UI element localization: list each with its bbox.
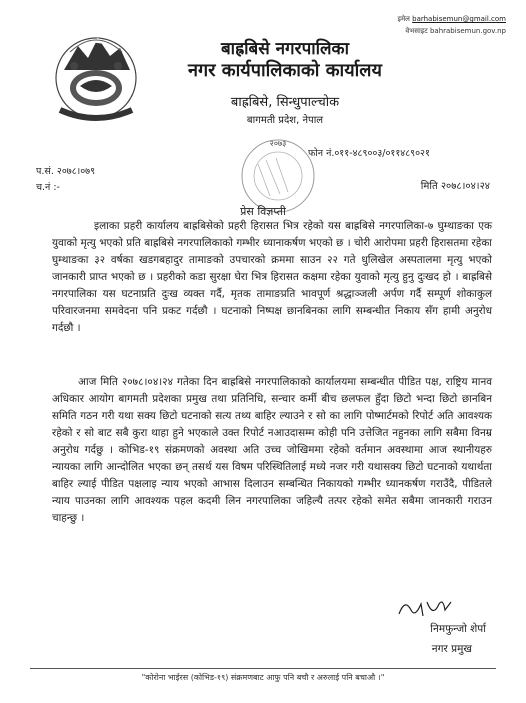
nepal-emblem-logo <box>50 22 142 130</box>
email-line <box>398 14 506 25</box>
reference-number: प.सं. २०७८।०७९ <box>36 166 96 177</box>
website-line <box>405 26 506 37</box>
footer-divider <box>30 668 496 669</box>
email-label: इमेल <box>397 15 410 23</box>
document-title: प्रेस विज्ञप्ती <box>240 205 286 218</box>
footer-slogan: "कोरोना भाईरस (कोभिड-१९) संक्रमणबाट आफु पनि बचौ र अरुलाई पनि बचाऔ ।" <box>141 673 385 682</box>
province-line: बागमती प्रदेश, नेपाल <box>246 115 324 126</box>
signatory-name: निमफुन्जो शेर्पा <box>430 623 486 635</box>
website-link[interactable]: bahrabisemun.gov.np <box>429 27 506 35</box>
website-label: वेभसाइट <box>405 27 428 35</box>
office-location: बाह्रबिसे, सिन्धुपाल्चोक <box>230 95 340 110</box>
municipality-name: बाह्रबिसे नगरपालिका <box>220 39 350 59</box>
stamp-year: २०७३ <box>269 139 287 148</box>
signatory-designation: नगर प्रमुख <box>431 643 472 655</box>
office-name: नगर कार्यपालिकाको कार्यालय <box>188 60 382 81</box>
paragraph-1: इलाका प्रहरी कार्यालय बाह्रबिसेको प्रहरी हिरासत भित्र रहेको यस बाह्रबिसे नगरपालिका-७ घुम्थाङका एक युवाको मृत्यु भएको प्रति बाह्रबिसे नगरपालिकाको गम्भीर ध्यानाकर्षण भएको छ । चोरी आरोपमा प्रहरी हिरासतमा रहेका घुम्थाङका ३२ वर्षका खडगबहादुर तामाङको उपचारको क्रममा साउन २२ गते धुलिखेल अस्पतालमा मृत्यु भएको जानकारी प्राप्त भएको छ । प्रहरीको कडा सुरक्षा घेरा भित्र हिरासत कक्षमा रहेका युवाको मृत्यु हुनु दुःखद हो । बाह्रबिसे नगरपालिका यस घटनाप्रति दुःख व्यक्त गर्दै, मृतक तामाङप्रति भावपूर्ण श्रद्धाञ्जली अर्पण गर्दै सम्पूर्ण शोकाकुल परिवारजनमा समवेदना पनि प्रकट गर्दछौ । घटनाको निष्पक्ष छानबिनका लागि सम्बन्धीत निकाय सँग हामी अनुरोध गर्दछौ । <box>52 220 492 334</box>
paragraph-2: आज मिति २०७८।०४।२४ गतेका दिन बाह्रबिसे नगरपालिकाको कार्यालयमा सम्बन्धीत पीडित पक्ष, राष्ट्रिय मानव अधिकार आयोग बागमती प्रदेशका प्रमुख तथा प्रतिनिधि, सन्चार कर्मी बीच छलफल हुँदा छिटो भन्दा छिटो छानबिन समिति गठन गरी यथा सक्य छिटो घटनाको सत्य तथ्य बाहिर ल्याउने र सो का लागि पोष्मार्टमको रिपोर्ट अति आवश्यक रहेको र सो बाट सबै कुरा थाहा हुने भएकाले उक्त रिपोर्ट नआउदासम्म कोही पनि उत्तेजित नहुनका लागि सबैमा विनम्र अनुरोध गर्दछु । कोभिड-१९ संक्रमणको अवस्था अति उच्च जोखिममा रहेको वर्तमान अवस्थामा आज स्थानीयहरु न्यायका लागि आन्दोलित भएका छन् तसर्थ यस विषम परिस्थितिलाई मध्ये नजर गरी यथासक्य छिटो घटनाको यथार्थता बाहिर ल्याई पीडित पक्षलाइ न्याय भएको आभास दिलाउन सम्बन्धित निकायको गम्भीर ध्यानकर्षण गराउँदै, पीडितले न्याय पाउनका लागि आवश्यक पहल कदमी लिन नगरपालिका जहिल्यै तत्पर रहेको समेत सबैमा जानकारी गराउन चाहन्छु । <box>52 376 492 524</box>
email-link[interactable]: barhabisemun@gmail.com <box>412 15 506 23</box>
handwritten-signature <box>395 596 455 622</box>
issue-date: मिति २०७८।०४।२४ <box>420 181 490 192</box>
phone-number: फोन नं.०११-४८९००३/०११४८९०२१ <box>308 148 430 159</box>
dispatch-number: च.नं :- <box>36 182 60 193</box>
